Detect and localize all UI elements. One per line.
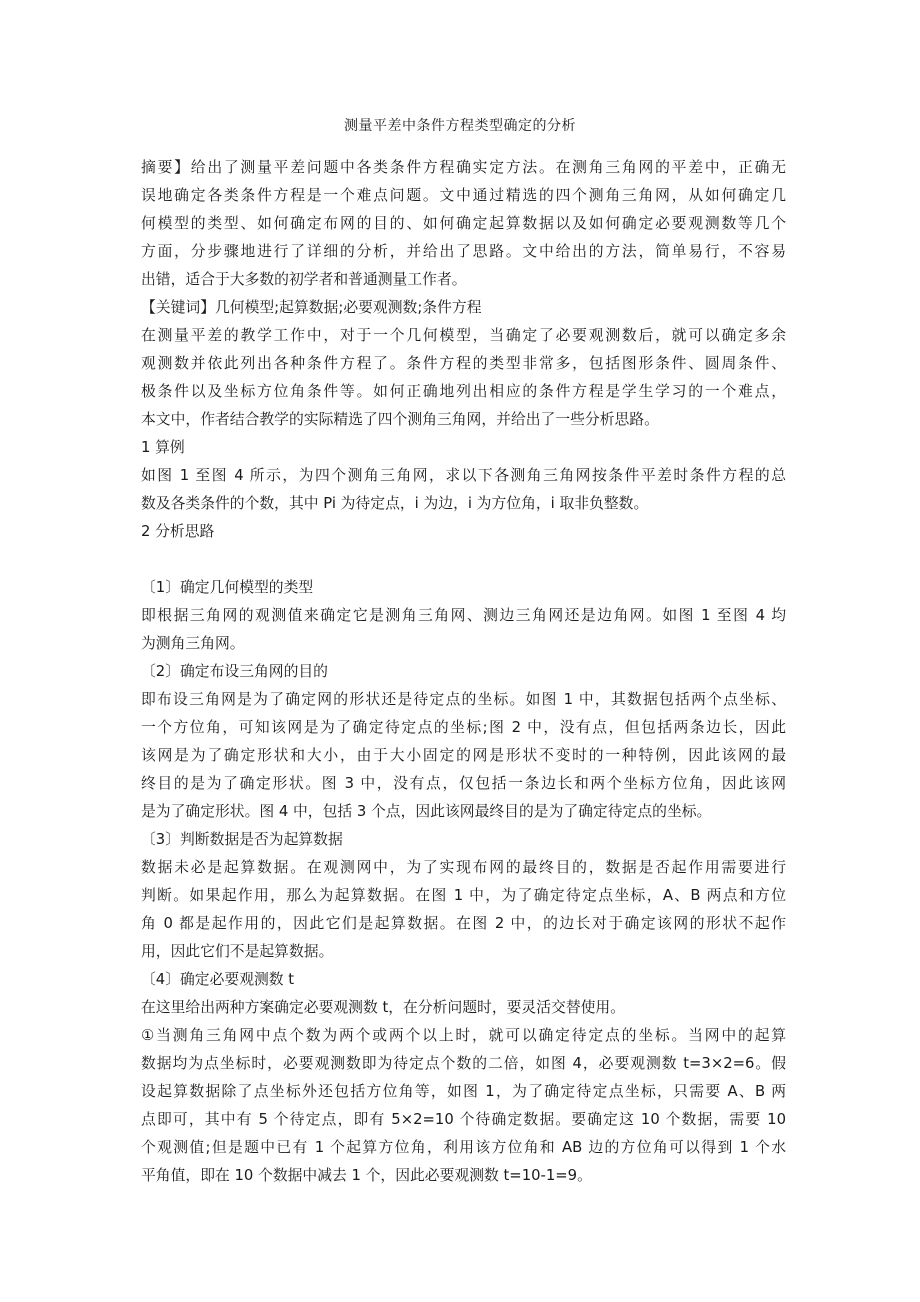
body-line: 个观测值;但是题中已有 1 个起算方位角，利用该方位角和 AB 边的方位角可以得到 1 个水 bbox=[141, 1139, 786, 1156]
keywords-line: 【关键词】几何模型;起算数据;必要观测数;条件方程 bbox=[141, 299, 482, 316]
body-line: 是为了确定形状。图 4 中，包括 3 个点，因此该网最终目的是为了确定待定点的坐标。 bbox=[141, 803, 712, 820]
body-line: 终目的是为了确定形状。图 3 中，没有点，仅包括一条边长和两个坐标方位角，因此该网 bbox=[141, 775, 786, 792]
intro-line: 本文中，作者结合教学的实际精选了四个测角三角网，并给出了一些分析思路。 bbox=[141, 411, 659, 428]
body-line: ①当测角三角网中点个数为两个或两个以上时，就可以确定待定点的坐标。当网中的起算 bbox=[141, 1027, 786, 1044]
body-line: 如图 1 至图 4 所示，为四个测角三角网，求以下各测角三角网按条件平差时条件方程的总 bbox=[141, 467, 786, 484]
body-line: 一个方位角，可知该网是为了确定待定点的坐标;图 2 中，没有点，但包括两条边长，因此 bbox=[141, 719, 786, 736]
document-title: 测量平差中条件方程类型确定的分析 bbox=[344, 118, 576, 134]
intro-line: 观测数并依此列出各种条件方程了。条件方程的类型非常多，包括图形条件、圆周条件、 bbox=[141, 355, 786, 372]
abstract-line: 摘要】给出了测量平差问题中各类条件方程确实定方法。在测角三角网的平差中，正确无 bbox=[141, 159, 786, 176]
body-line: 用，因此它们不是起算数据。 bbox=[141, 943, 334, 960]
abstract-line: 方面，分步骤地进行了详细的分析，并给出了思路。文中给出的方法，简单易行，不容易 bbox=[141, 243, 786, 260]
body-line: 角 0 都是起作用的，因此它们是起算数据。在图 2 中，的边长对于确定该网的形状不起作 bbox=[141, 915, 786, 932]
body-line: 即布设三角网是为了确定网的形状还是待定点的坐标。如图 1 中，其数据包括两个点坐标、 bbox=[141, 691, 786, 708]
body-line: 数据均为点坐标时，必要观测数即为待定点个数的二倍，如图 4，必要观测数 t=3×2=6。假 bbox=[141, 1055, 786, 1072]
body-line: 为测角三角网。 bbox=[141, 635, 245, 652]
body-line: 该网是为了确定形状和大小，由于大小固定的网是形状不变时的一种特例，因此该网的最 bbox=[141, 747, 786, 764]
subsection-heading: 〔2〕确定布设三角网的目的 bbox=[141, 663, 328, 680]
intro-line: 在测量平差的教学工作中，对于一个几何模型，当确定了必要观测数后，就可以确定多余 bbox=[141, 327, 786, 344]
body-line: 数据未必是起算数据。在观测网中，为了实现布网的最终目的，数据是否起作用需要进行 bbox=[141, 859, 786, 876]
body-line: 即根据三角网的观测值来确定它是测角三角网、测边三角网还是边角网。如图 1 至图 4 均 bbox=[141, 607, 786, 624]
body-line: 判断。如果起作用，那么为起算数据。在图 1 中，为了确定待定点坐标，A、B 两点和方位 bbox=[141, 887, 786, 904]
body-line: 在这里给出两种方案确定必要观测数 t，在分析问题时，要灵活交替使用。 bbox=[141, 999, 626, 1016]
abstract-line: 误地确定各类条件方程是一个难点问题。文中通过精选的四个测角三角网，从如何确定几 bbox=[141, 187, 786, 204]
abstract-line: 何模型的类型、如何确定布网的目的、如何确定起算数据以及如何确定必要观测数等几个 bbox=[141, 215, 786, 232]
subsection-heading: 〔3〕判断数据是否为起算数据 bbox=[141, 831, 343, 848]
intro-line: 极条件以及坐标方位角条件等。如何正确地列出相应的条件方程是学生学习的一个难点， bbox=[141, 383, 786, 400]
body-line: 设起算数据除了点坐标外还包括方位角等，如图 1，为了确定待定点坐标，只需要 A、B 两 bbox=[141, 1083, 786, 1100]
section-heading: 1 算例 bbox=[141, 439, 185, 456]
body-line: 数及各类条件的个数，其中 Pi 为待定点，i 为边，i 为方位角，i 取非负整数。 bbox=[141, 495, 649, 512]
section-heading: 2 分析思路 bbox=[141, 523, 215, 540]
subsection-heading: 〔4〕确定必要观测数 t bbox=[141, 971, 295, 988]
body-line: 平角值，即在 10 个数据中减去 1 个，因此必要观测数 t=10-1=9。 bbox=[141, 1167, 592, 1184]
abstract-line: 出错，适合于大多数的初学者和普通测量工作者。 bbox=[141, 271, 467, 288]
body-line: 点即可，其中有 5 个待定点，即有 5×2=10 个待确定数据。要确定这 10 个数据，需要 10 bbox=[141, 1111, 786, 1128]
subsection-heading: 〔1〕确定几何模型的类型 bbox=[141, 579, 314, 596]
